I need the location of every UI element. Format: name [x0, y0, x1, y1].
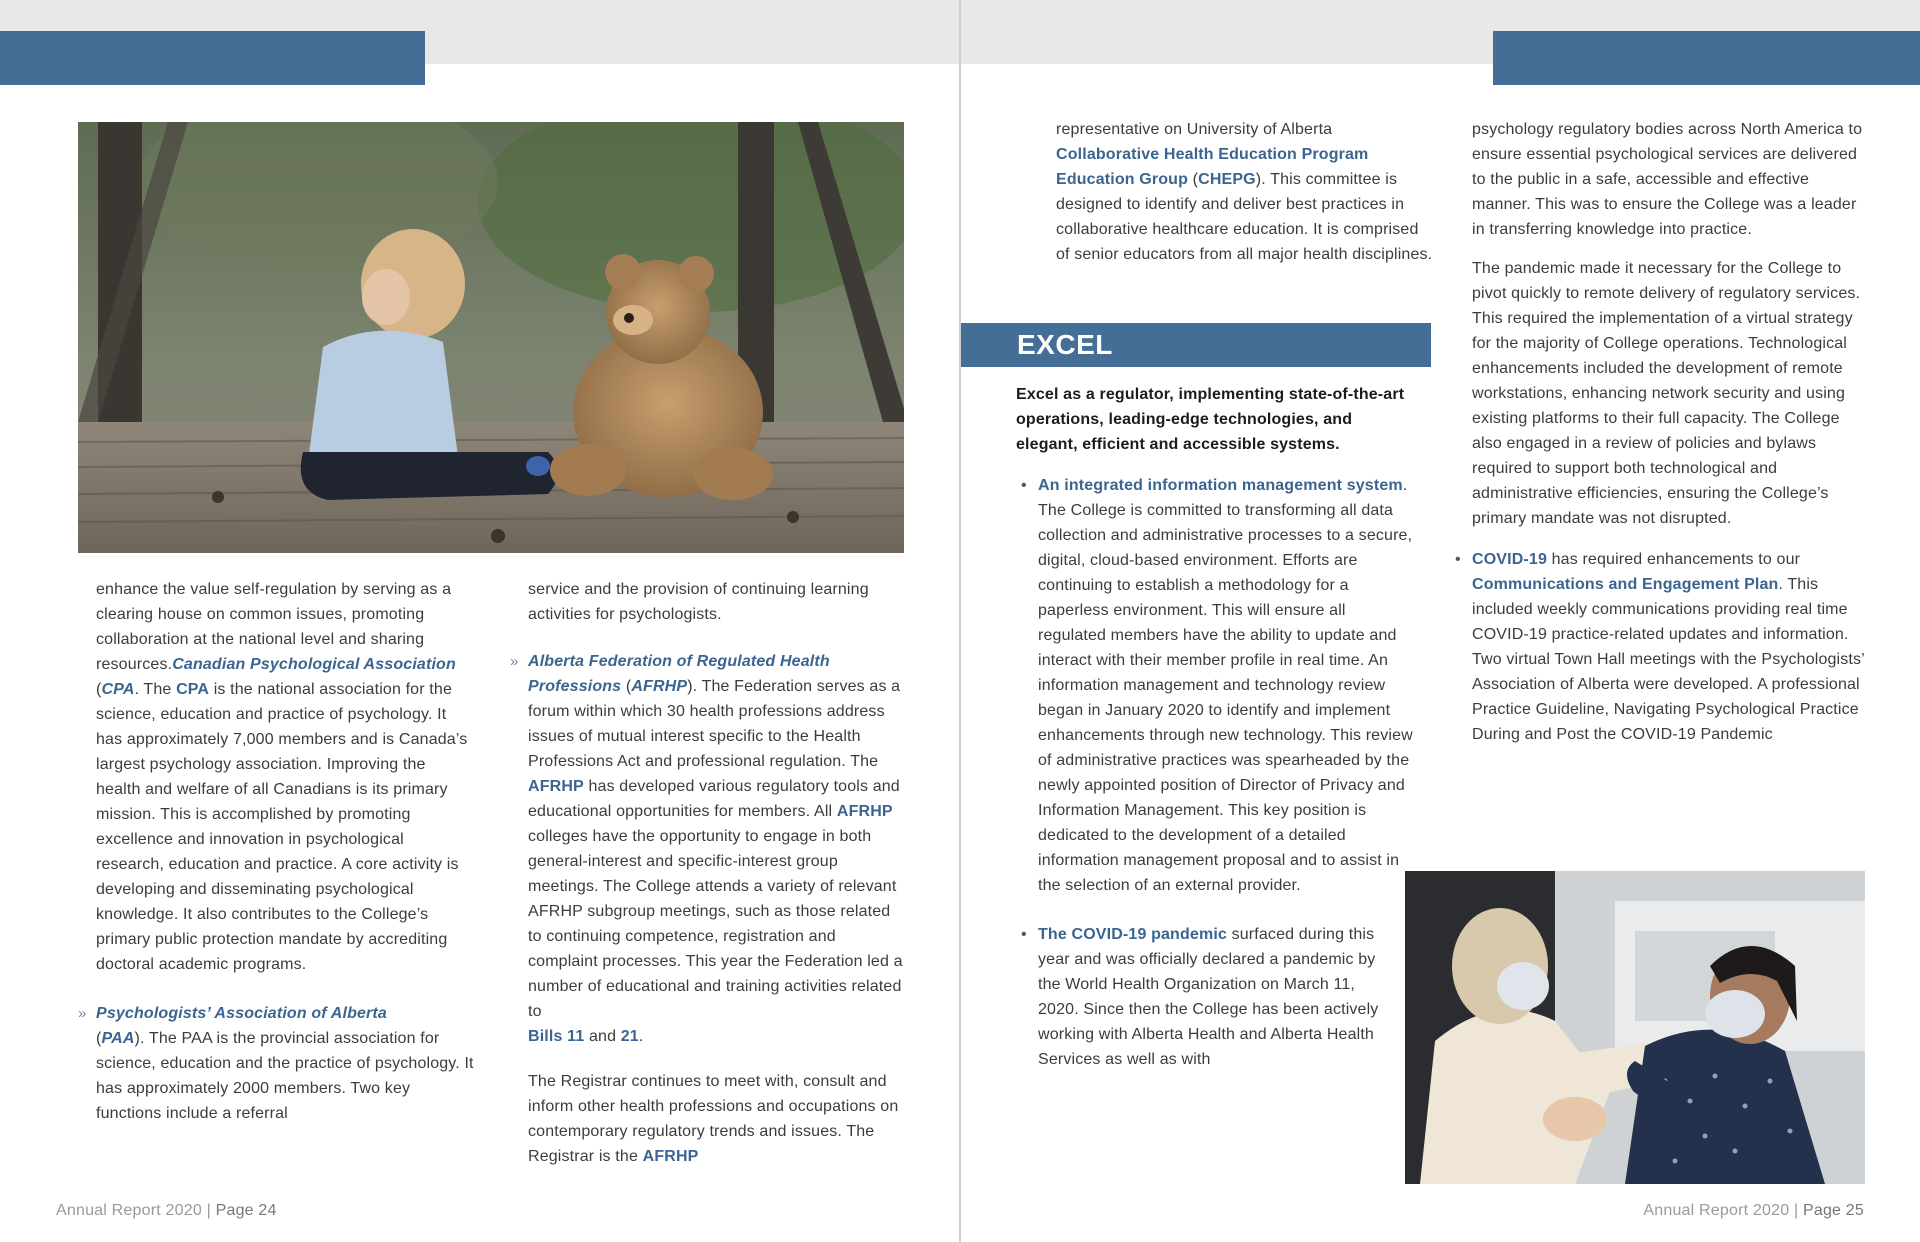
bullet-icon: •: [1021, 926, 1027, 943]
chepg-paragraph: representative on University of Alberta Collaborative Health Education Program Education Group (CHEPG). This committee is designed to identify and deliver best practices in collaborative healthcare education. It is comprised of senior educators from all major health disciplines.: [1056, 121, 1433, 263]
right-text-column-2: [1455, 117, 1870, 761]
body-text: The Registrar continues to meet with, consult and inform other health professions and occupations on contemporary regulatory trends and issues. The Registrar is the: [528, 1073, 899, 1165]
body-text: . The: [134, 681, 172, 698]
right-text-column-1-top: [1056, 117, 1436, 281]
chevron-right-icon: »: [510, 653, 519, 670]
footer-separator: |: [206, 1202, 211, 1219]
chepg-abbr-link[interactable]: CHEPG: [1198, 171, 1256, 188]
paa-abbr-link[interactable]: PAA: [101, 1030, 135, 1047]
body-text: has required enhancements to our: [1551, 551, 1801, 568]
chevron-right-icon: »: [78, 1005, 87, 1022]
body-text: The pandemic made it necessary for the College to pivot quickly to remote delivery of regulatory services. This required the implementation of a virtual strategy for the majority of College operations. Technological enhancements included the development of remote workstations, enhancing network security and using existing platforms to their full capacity. The College also engaged in a review of policies and bylaws required to support both technological and administrative efficiencies, ensuring the College’s primary mandate was not disrupted.: [1472, 260, 1861, 527]
right-text-column-1: [1016, 382, 1416, 1086]
footer-report-title: Annual Report 2020: [1643, 1202, 1790, 1219]
child-teddy-photo: [78, 122, 904, 553]
footer-page-number: Page 25: [1802, 1202, 1864, 1219]
bullet-covid-communications: [1455, 547, 1870, 747]
elbow-bump-photo: [1405, 871, 1865, 1184]
bullet-info-management: [1021, 473, 1416, 898]
cpa-abbr-bold: CPA: [176, 681, 210, 698]
body-text: ). The Federation serves as a forum within which 30 health professions address issues of mutual interest specific to the Health Professions Act and professional regulation. The: [528, 678, 901, 770]
header-accent-bar: [1493, 31, 1920, 85]
bullet-icon: •: [1455, 551, 1461, 568]
paa-paragraph: » Psychologists’ Association of Alberta (PAA). The PAA is the provincial association for science, education and the practice of psychology. It has approximately 2000 members. Two key functions include a referral: [96, 1001, 474, 1126]
cpa-abbr-link[interactable]: CPA: [101, 681, 135, 698]
afrhp-abbr-link[interactable]: AFRHP: [631, 678, 688, 695]
afrhp-abbr-bold: AFRHP: [528, 778, 584, 795]
cpa-paragraph: enhance the value self-regulation by serving as a clearing house on common issues, promoting collaboration at the national level and sharing resources.Canadian Psychological Association (CPA. The CPA is the national association for the science, education and practice of psychology. It has approximately 7,000 members and is Canada’s largest psychology association. Improving the health and welfare of all Canadians is its primary mission. This is accomplished by promoting excellence and innovation in psychological research, education and practice. A core activity is developing and disseminating psychological knowledge. It also contributes to the College’s primary public protection mandate by accrediting doctoral academic programs.: [96, 581, 468, 973]
body-text: . The College is committed to transforming all data collection and administrative processes to a secure, digital, cloud-based environment. Efforts are continuing to establish a methodology for a paperless environment. This will ensure all regulated members have the ability to update and interact with their member profile in real time. An information management and technology review began in January 2020 to identify and implement enhancements through new technology. This review of administrative practices was spearheaded by the newly appointed position of Director of Privacy and Information Management. This key position is dedicated to the development of a detailed information management proposal and to assist in the selection of an external provider.: [1038, 477, 1413, 894]
afrhp-abbr-bold: AFRHP: [642, 1148, 699, 1165]
body-text: is the national association for the science, education and practice of psychology. It has approximately 7,000 members and is Canada’s largest psychology association. Improving the health and welfare of all Canadians is its primary mission. This is accomplished by promoting excellence and innovation in psychological research, education and practice. A core activity is developing and disseminating psychological knowledge. It also contributes to the College’s primary public protection mandate by accrediting doctoral academic programs.: [96, 681, 468, 973]
left-text-column-2: [510, 577, 906, 1183]
body-text: ). The PAA is the provincial association for science, education and the practice of psychology. It has approximately 2000 members. Two key functions include a referral: [96, 1030, 474, 1122]
excel-section-heading: EXCEL: [961, 323, 1431, 367]
info-management-link[interactable]: An integrated information management system: [1038, 477, 1403, 494]
covid-19-link[interactable]: COVID-19: [1472, 551, 1547, 568]
header-accent-bar: [0, 31, 425, 85]
body-text: has developed various regulatory tools and educational opportunities for members. All: [528, 778, 900, 820]
excel-lead-text: Excel as a regulator, implementing state-of-the-art operations, leading-edge technologies, and elegant, efficient and accessible systems.: [1016, 386, 1405, 453]
body-text: .: [638, 1028, 644, 1045]
cpa-link[interactable]: Canadian Psychological Association: [172, 656, 456, 673]
body-text: representative on University of Alberta: [1056, 121, 1333, 138]
bill-21-link[interactable]: 21: [620, 1028, 639, 1045]
footer-page-number: Page 24: [215, 1202, 277, 1219]
communications-plan-link[interactable]: Communications and Engagement Plan: [1472, 576, 1779, 593]
right-page: [961, 0, 1920, 1242]
body-text: colleges have the opportunity to engage in both general-interest and specific-interest group meetings. The College attends a variety of relevant AFRHP subgroup meetings, such as those related to continuing competence, registration and complaint processes. This year the Federation led a number of educational and training activities related to: [528, 828, 903, 1020]
body-text: surfaced during this year and was officially declared a pandemic by the World Health Organization on March 11, 2020. Since then the College has been actively working with Alberta Health and Alberta Health Services as well as with: [1038, 926, 1379, 1068]
body-text: . This included weekly communications providing real time COVID-19 practice-related updates and information. Two virtual Town Hall meetings with the Psychologists’ Association of Alberta were developed. A professional Practice Guideline, Navigating Psychological Practice During and Post the COVID-19 Pandemic: [1472, 576, 1865, 743]
bullet-covid-pandemic: [1021, 922, 1383, 1072]
body-text: service and the provision of continuing learning activities for psychologists.: [528, 581, 869, 623]
afrhp-link[interactable]: Alberta Federation of Regulated Health Professions: [528, 653, 830, 695]
covid-pandemic-link[interactable]: The COVID-19 pandemic: [1038, 926, 1227, 943]
footer-right: [1643, 1202, 1864, 1220]
bill-11-link[interactable]: 11: [567, 1028, 585, 1045]
paa-link[interactable]: Psychologists’ Association of Alberta: [96, 1005, 387, 1022]
footer-report-title: Annual Report 2020: [56, 1202, 202, 1219]
bullet-icon: •: [1021, 477, 1027, 494]
chepg-link[interactable]: Collaborative Health Education Program Education Group: [1056, 146, 1369, 188]
footer-left: [56, 1202, 277, 1220]
body-text: enhance the value self-regulation by serving as a clearing house on common issues, promoting collaboration at the national level and sharing resources.: [96, 581, 452, 673]
footer-separator: |: [1793, 1202, 1799, 1219]
left-page: [0, 0, 959, 1242]
body-text: ). This committee is designed to identify and deliver best practices in collaborative healthcare education. It is comprised of senior educators from all major health disciplines.: [1056, 171, 1433, 263]
afrhp-paragraph: » Alberta Federation of Regulated Health Professions (AFRHP). The Federation serves as a forum within which 30 health professions address issues of mutual interest specific to the Health Professions Act and professional regulation. The AFRHP has developed various regulatory tools and educational opportunities for members. All AFRHP colleges have the opportunity to engage in both general-interest and specific-interest group meetings. The College attends a variety of relevant AFRHP subgroup meetings, such as those related to continuing competence, registration and complaint processes. This year the Federation led a number of educational and training activities related to Bills 11 and 21.: [528, 649, 906, 1049]
body-text: and: [588, 1028, 617, 1045]
bills-label: Bills: [528, 1028, 563, 1045]
registrar-paragraph: [528, 1069, 906, 1169]
afrhp-abbr-bold: AFRHP: [836, 803, 893, 820]
left-text-column-1: [78, 577, 474, 1140]
body-text: psychology regulatory bodies across North America to ensure essential psychological services are delivered to the public in a safe, accessible and effective manner. This was to ensure the College was a leader in transferring knowledge into practice.: [1472, 121, 1863, 238]
